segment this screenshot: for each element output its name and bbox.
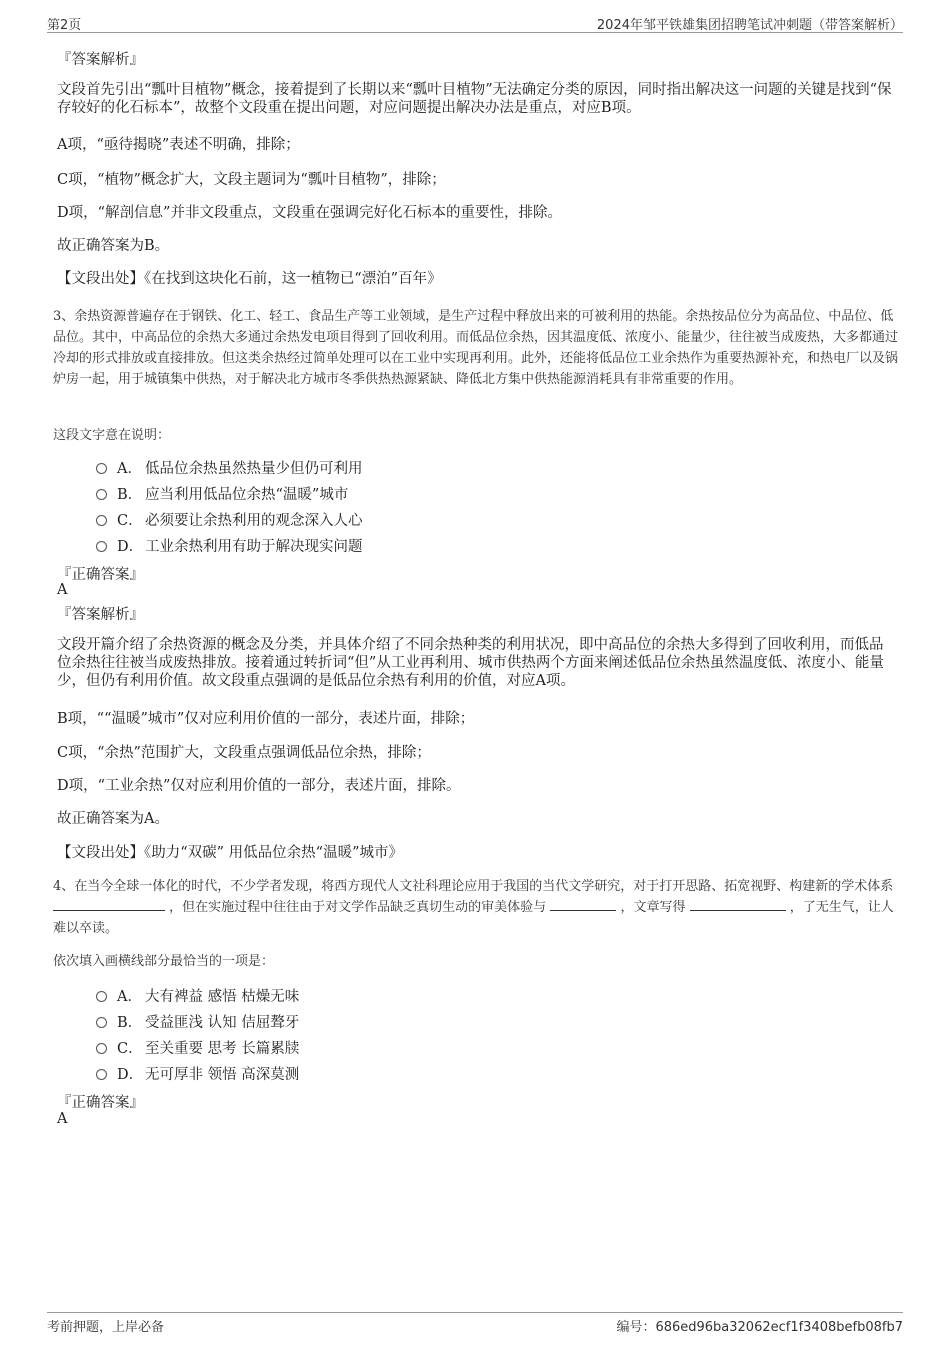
passage-source: 【文段出处】《助力“双碳” 用低品位余热“温暖”城市》 (57, 845, 404, 861)
question-3-stem: 3、余热资源普遍存在于钢铁、化工、轻工、食品生产等工业领域，是生产过程中释放出来的可被利用的热能。余热按品位分为高品位、中品位、低品位。其中，中高品位的余热大多通过余热发电项目得到了回收利用。而低品位余热，因其温度低、浓度小、能量少，往往被当成废热，大多都通过冷却的形式排放或直接排放。但这类余热经过简单处理可以在工业中实现再利用。此外，还能将低品位工业余热作为重要热源补充，和热电厂以及锅炉房一起，用于城镇集中供热，对于解决北方城市冬季供热热源紧缺、降低北方集中供热能源消耗具有非常重要的作用。 (53, 309, 899, 387)
question-4-option-c[interactable] (96, 1037, 299, 1057)
page-footer (47, 1312, 903, 1335)
fill-blank-2[interactable] (550, 898, 616, 911)
option-text: 受益匪浅 认知 佶屈聱牙 (145, 1014, 300, 1031)
question-3-option-b[interactable] (96, 483, 348, 503)
radio-icon[interactable] (96, 991, 107, 1002)
radio-icon[interactable] (96, 1069, 107, 1080)
option-text: 无可厚非 领悟 高深莫测 (145, 1066, 300, 1083)
correct-answer-label: 『正确答案』 (57, 567, 144, 583)
option-key: D． (117, 1066, 144, 1083)
question-3-option-a[interactable] (96, 457, 363, 477)
fill-blank-3[interactable] (690, 898, 786, 911)
question-4-option-a[interactable] (96, 985, 299, 1005)
question-4-prompt: 依次填入画横线部分最恰当的一项是： (53, 954, 275, 969)
radio-icon[interactable] (96, 489, 107, 500)
footer-slogan: 考前押题，上岸必备 (47, 1320, 165, 1335)
option-key: A． (117, 988, 142, 1005)
radio-icon[interactable] (96, 463, 107, 474)
analysis-text: 文段首先引出“瓢叶目植物”概念，接着提到了长期以来“瓢叶目植物”无法确定分类的原因，同时指出解决这一问题的关键是找到“保存较好的化石标本”，故整个文段重在提出问题，对应问题提出解决办法是重点，对应B项。 (57, 82, 892, 116)
option-key: D． (117, 538, 144, 555)
option-text: 至关重要 思考 长篇累牍 (145, 1040, 300, 1057)
analysis-conclusion: 故正确答案为B。 (57, 238, 170, 254)
page-header (47, 12, 903, 33)
question-4-option-d[interactable] (96, 1063, 299, 1083)
option-key: C． (117, 512, 143, 529)
analysis-text: 文段开篇介绍了余热资源的概念及分类，并具体介绍了不同余热种类的利用状况，即中高品位的余热大多得到了回收利用，而低品位余热往往被当成废热排放。接着通过转折词“但”从工业再利用、城市供热两个方面来阐述低品位余热虽然温度低、浓度小、能量少，但仍有利用价值。故文段重点强调的是低品位余热有利用的价值，对应A项。 (57, 637, 884, 689)
question-3-option-c[interactable] (96, 509, 363, 529)
option-key: A． (117, 460, 142, 477)
analysis-label: 『答案解析』 (57, 607, 144, 623)
radio-icon[interactable] (96, 541, 107, 552)
analysis-conclusion: 故正确答案为A。 (57, 811, 169, 827)
analysis-item-d: D项，“解剖信息”并非文段重点，文段重在强调完好化石标本的重要性，排除。 (57, 205, 562, 221)
page-number: 第2页 (47, 18, 82, 33)
document-id: 编号：686ed96ba32062ecf1f3408befb08fb7 (616, 1320, 903, 1335)
document-title: 2024年邹平铁雄集团招聘笔试冲刺题（带答案解析） (596, 18, 903, 33)
stem-part: ，文章写得 (620, 900, 686, 915)
fill-blank-1[interactable] (53, 898, 165, 911)
radio-icon[interactable] (96, 515, 107, 526)
analysis-item-a: A项，“亟待揭晓”表述不明确，排除； (57, 137, 300, 153)
question-3-prompt: 这段文字意在说明： (53, 428, 171, 443)
analysis-item-c: C项，“植物”概念扩大，文段主题词为“瓢叶目植物”，排除； (57, 172, 446, 188)
stem-part: ，但在实施过程中往往由于对文学作品缺乏真切生动的审美体验与 (169, 900, 547, 915)
question-3-option-d[interactable] (96, 535, 363, 555)
correct-answer-label: 『正确答案』 (57, 1095, 144, 1111)
option-text: 低品位余热虽然热量少但仍可利用 (145, 460, 363, 477)
option-text: 大有裨益 感悟 枯燥无味 (145, 988, 300, 1005)
passage-source: 【文段出处】《在找到这块化石前，这一植物已“漂泊”百年》 (57, 271, 442, 287)
radio-icon[interactable] (96, 1043, 107, 1054)
option-key: B． (117, 1014, 143, 1031)
correct-answer: A (57, 582, 68, 598)
analysis-item-b: B项，““温暖”城市”仅对应利用价值的一部分，表述片面，排除； (57, 711, 475, 727)
correct-answer: A (57, 1111, 68, 1127)
option-key: C． (117, 1040, 143, 1057)
option-text: 必须要让余热利用的观念深入人心 (145, 512, 363, 529)
analysis-item-d: D项，“工业余热”仅对应利用价值的一部分，表述片面，排除。 (57, 778, 461, 794)
question-4-stem (53, 876, 899, 939)
stem-part: ，了无生气，让人难以卒读。 (53, 900, 894, 936)
radio-icon[interactable] (96, 1017, 107, 1028)
option-text: 工业余热利用有助于解决现实问题 (145, 538, 363, 555)
analysis-label: 『答案解析』 (57, 52, 144, 68)
option-text: 应当利用低品位余热“温暖”城市 (145, 486, 349, 503)
question-4-option-b[interactable] (96, 1011, 299, 1031)
analysis-item-c: C项，“余热”范围扩大，文段重点强调低品位余热，排除； (57, 745, 431, 761)
stem-part: 4、在当今全球一体化的时代，不少学者发现，将西方现代人文社科理论应用于我国的当代文学研究，对于打开思路、拓宽视野、构建新的学术体系 (53, 879, 894, 894)
option-key: B． (117, 486, 143, 503)
